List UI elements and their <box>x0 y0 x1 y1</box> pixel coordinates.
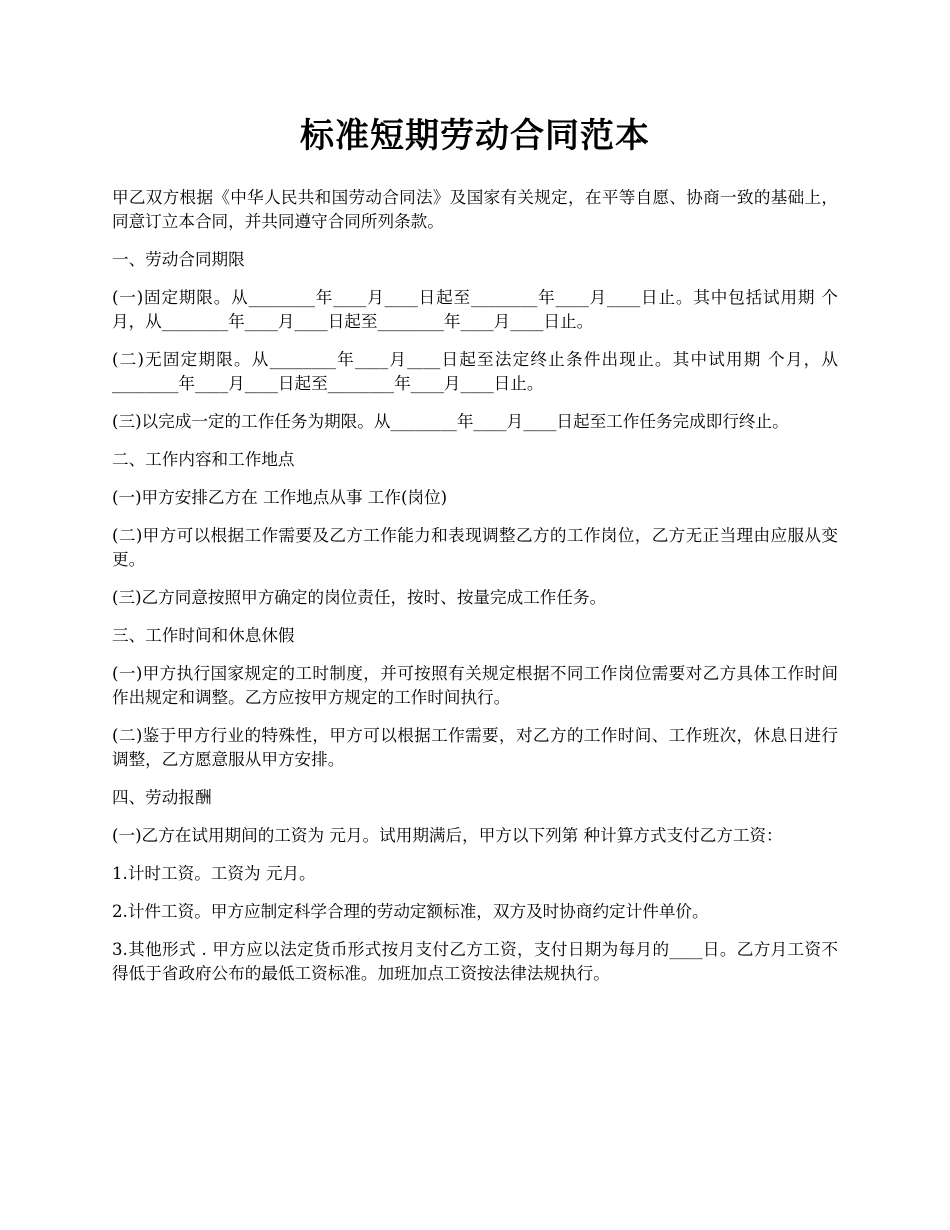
clause-working-hours-system: (一)甲方执行国家规定的工时制度，并可按照有关规定根据不同工作岗位需要对乙方具体工作时间作出规定和调整。乙方应按甲方规定的工作时间执行。 <box>112 664 838 707</box>
clause-task-completion: (三)乙方同意按照甲方确定的岗位责任，按时、按量完成工作任务。 <box>112 588 607 607</box>
clause-probation-salary: (一)乙方在试用期间的工资为 元月。试用期满后，甲方以下列第 种计算方式支付乙方工资： <box>112 826 783 845</box>
clause-other-wage-form: 3.其他形式 . 甲方应以法定货币形式按月支付乙方工资，支付日期为每月的____日。乙方月工资不得低于省政府公布的最低工资标准。加班加点工资按法律法规执行。 <box>112 940 838 983</box>
section-heading-working-hours: 三、工作时间和休息休假 <box>112 626 295 645</box>
clause-task-term: (三)以完成一定的工作任务为期限。从________年____月____日起至工作任务完成即行终止。 <box>112 412 789 431</box>
clause-time-wage: 1.计时工资。工资为 元月。 <box>112 864 316 883</box>
document-title: 标准短期劳动合同范本 <box>300 116 650 156</box>
clause-schedule-adjustment: (二)鉴于甲方行业的特殊性，甲方可以根据工作需要，对乙方的工作时间、工作班次，休息日进行调整，乙方愿意服从甲方安排。 <box>112 726 838 769</box>
clause-position-adjustment: (二)甲方可以根据工作需要及乙方工作能力和表现调整乙方的工作岗位，乙方无正当理由应服从变更。 <box>112 526 838 569</box>
clause-fixed-term: (一)固定期限。从________年____月____日起至________年____月____日止。其中包括试用期 个月，从________年____月____日起至________年____月____日止。 <box>112 288 838 331</box>
clause-work-location: (一)甲方安排乙方在 工作地点从事 工作(岗位) <box>112 488 448 507</box>
section-heading-remuneration: 四、劳动报酬 <box>112 788 212 807</box>
preamble-paragraph: 甲乙双方根据《中华人民共和国劳动合同法》及国家有关规定，在平等自愿、协商一致的基础上，同意订立本合同，并共同遵守合同所列条款。 <box>112 188 838 231</box>
section-heading-work-content: 二、工作内容和工作地点 <box>112 450 295 469</box>
clause-piece-wage: 2.计件工资。甲方应制定科学合理的劳动定额标准，双方及时协商约定计件单价。 <box>112 902 709 921</box>
section-heading-contract-term: 一、劳动合同期限 <box>112 250 245 269</box>
clause-open-term: (二)无固定期限。从________年____月____日起至法定终止条件出现止。其中试用期 个月，从________年____月____日起至________年____月____日止。 <box>112 350 838 393</box>
